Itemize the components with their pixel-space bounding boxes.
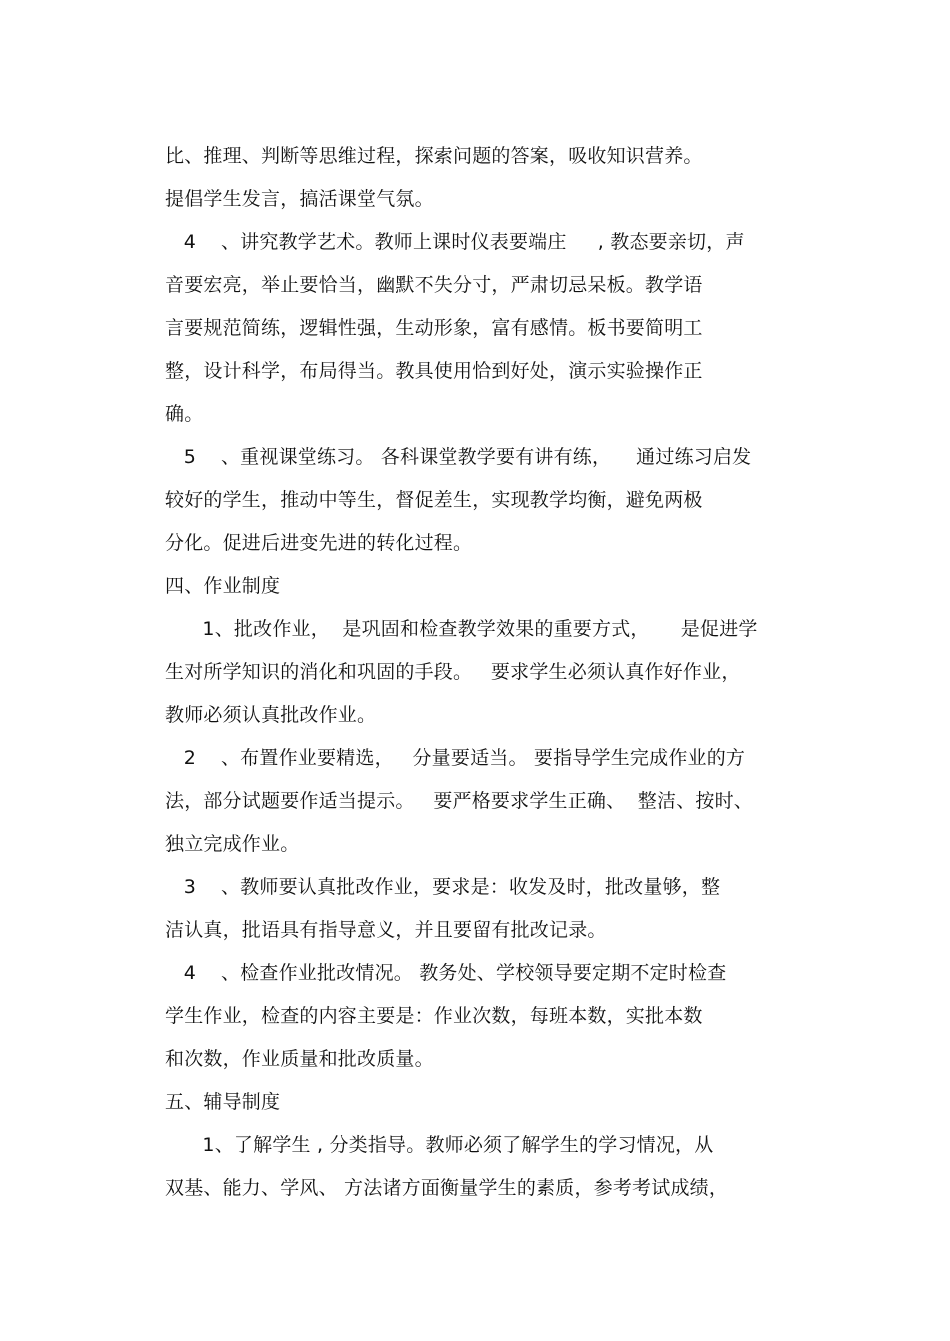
text-line: 言要规范简练，逻辑性强，生动形象，富有感情。板书要简明工 — [165, 317, 703, 339]
text-line: 洁认真，批语具有指导意义，并且要留有批改记录。 — [165, 919, 607, 941]
text-line: 较好的学生，推动中等生，督促差生，实现教学均衡，避免两极 — [165, 489, 703, 511]
text-line: 5 、重视课堂练习。 各科课堂教学要有讲有练， 通过练习启发 — [165, 446, 752, 468]
text-line: 1、批改作业， 是巩固和检查教学效果的重要方式， 是促进学 — [165, 618, 758, 640]
text-line: 独立完成作业。 — [165, 833, 300, 855]
text-line: 学生作业，检查的内容主要是：作业次数，每班本数，实批本数 — [165, 1005, 703, 1027]
text-line: 和次数，作业质量和批改质量。 — [165, 1048, 434, 1070]
text-line: 音要宏亮，举止要恰当，幽默不失分寸，严肃切忌呆板。教学语 — [165, 274, 703, 296]
text-line: 生对所学知识的消化和巩固的手段。 要求学生必须认真作好作业， — [165, 661, 741, 683]
text-line: 比、推理、判断等思维过程，探索问题的答案，吸收知识营养。 — [165, 145, 703, 167]
text-line: 法，部分试题要作适当提示。 要严格要求学生正确、 整洁、按时、 — [165, 790, 753, 812]
text-line: 4 、讲究教学艺术。教师上课时仪表要端庄 , 教态要亲切，声 — [165, 231, 745, 253]
text-line: 提倡学生发言，搞活课堂气氛。 — [165, 188, 434, 210]
section-heading: 四、作业制度 — [165, 575, 281, 597]
text-line: 2 、布置作业要精选， 分量要适当。 要指导学生完成作业的方 — [165, 747, 746, 769]
section-heading: 五、辅导制度 — [165, 1091, 281, 1113]
text-line: 4 、检查作业批改情况。 教务处、学校领导要定期不定时检查 — [165, 962, 727, 984]
text-line: 双基、能力、学风、 方法诸方面衡量学生的素质，参考考试成绩， — [165, 1177, 729, 1199]
text-line: 整，设计科学，布局得当。教具使用恰到好处，演示实验操作正 — [165, 360, 703, 382]
text-line: 确。 — [165, 403, 204, 425]
text-line: 3 、教师要认真批改作业，要求是：收发及时，批改量够，整 — [165, 876, 721, 898]
text-line: 教师必须认真批改作业。 — [165, 704, 377, 726]
text-line: 1、了解学生 , 分类指导。教师必须了解学生的学习情况，从 — [165, 1134, 714, 1156]
text-line: 分化。促进后进变先进的转化过程。 — [165, 532, 473, 554]
